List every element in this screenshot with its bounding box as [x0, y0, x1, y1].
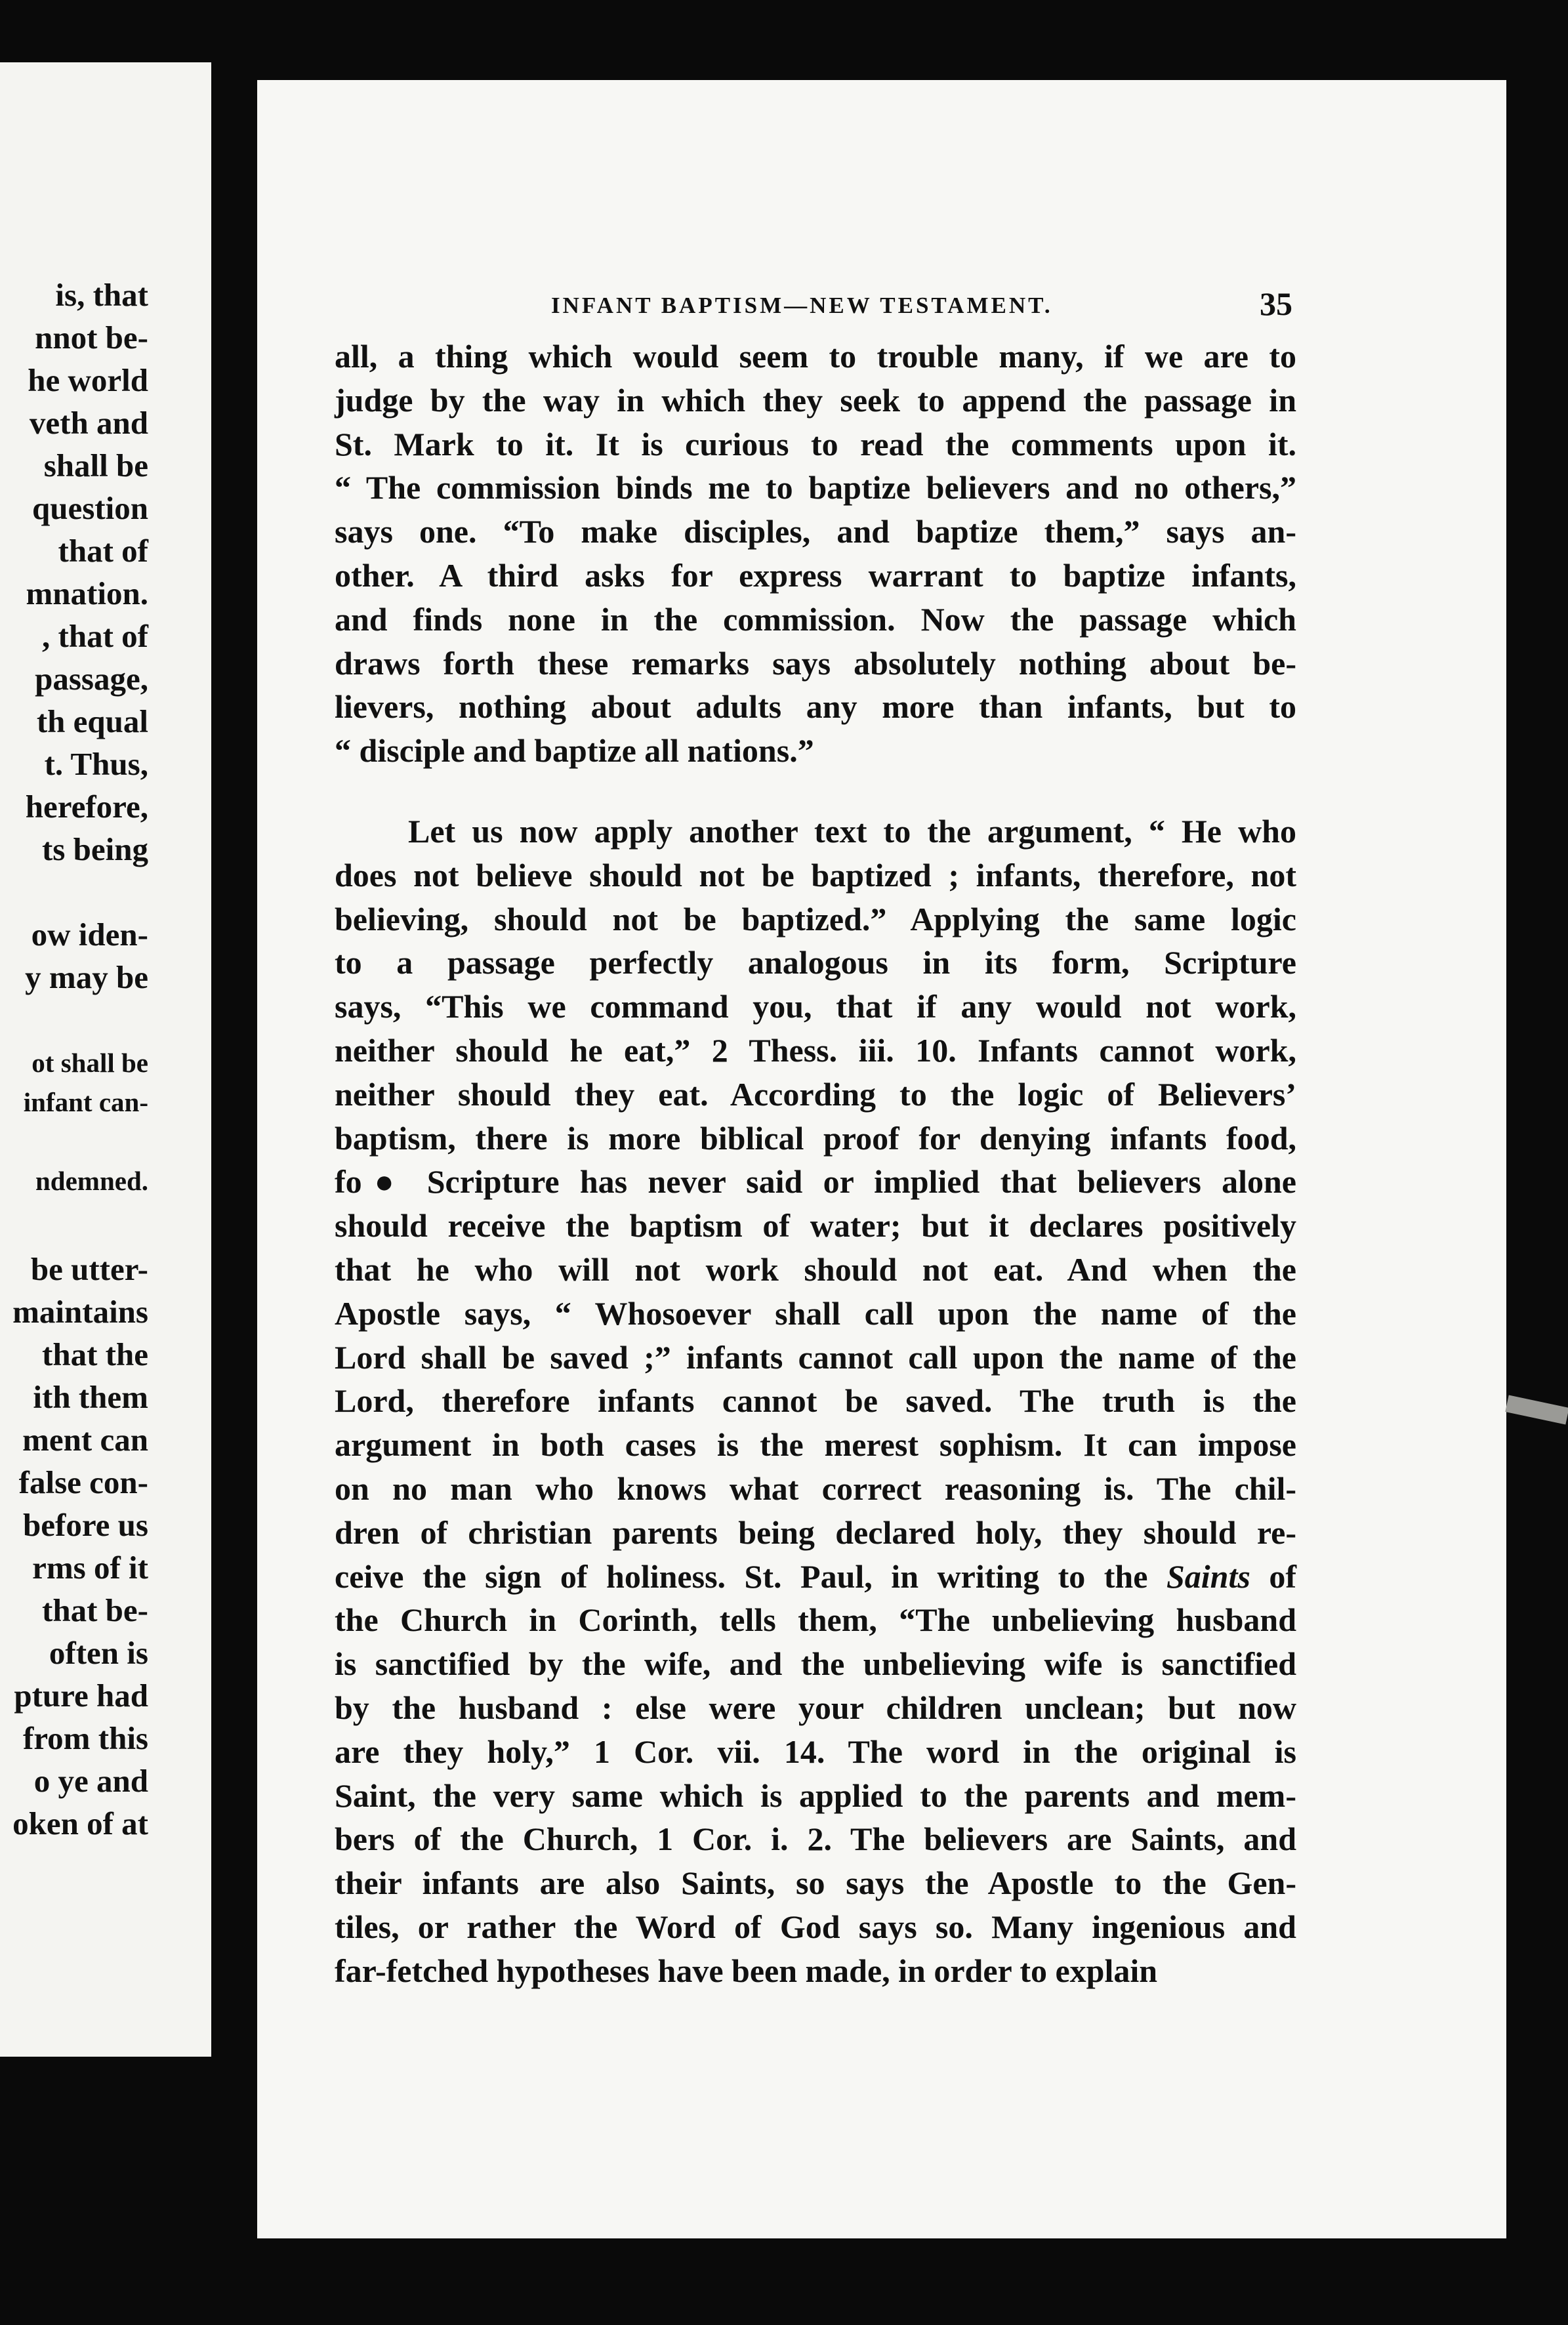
text-line: Lord shall be saved ;” infants cannot call upon the name of the [335, 1338, 1296, 1376]
book-page [257, 80, 1506, 2238]
text-line: are they holy,” 1 Cor. vii. 14. The word in the original is [335, 1733, 1296, 1770]
facing-page-line: , that of [42, 618, 148, 654]
facing-page-line: pture had [14, 1677, 148, 1714]
facing-page-line: ow iden- [31, 916, 148, 953]
facing-page-line: rms of it [32, 1550, 148, 1586]
text-line: argument in both cases is the merest sophism. It can impose [335, 1426, 1296, 1464]
text-line: the Church in Corinth, tells them, “The unbelieving husband [335, 1601, 1296, 1639]
text-line: Lord, therefore infants cannot be saved. The truth is the [335, 1382, 1296, 1420]
facing-page-line: passage, [35, 661, 148, 697]
text-line: bers of the Church, 1 Cor. i. 2. The believers are Saints, and [335, 1821, 1296, 1858]
text-line: is sanctified by the wife, and the unbelieving wife is sanctified [335, 1645, 1296, 1683]
text-line: dren of christian parents being declared holy, they should re- [335, 1513, 1296, 1551]
facing-page-line: false con- [18, 1464, 148, 1500]
facing-page-line: before us [23, 1507, 148, 1543]
facing-page-line: nnot be- [35, 319, 148, 356]
facing-page-line: o ye and [33, 1763, 148, 1799]
body-text [335, 335, 1296, 1992]
facing-page-line: y may be [25, 959, 148, 995]
text-line: St. Mark to it. It is curious to read the comments upon it. [335, 425, 1296, 463]
facing-page-fragment [0, 62, 211, 2057]
text-line: “ disciple and baptize all nations.” [335, 732, 814, 770]
facing-page-line: be utter- [30, 1251, 148, 1287]
facing-page-line: is, that [55, 277, 148, 313]
facing-page-line: t. Thus, [44, 746, 148, 782]
text-line: tiles, or rather the Word of God says so. Many ingenious and [335, 1908, 1296, 1945]
facing-page-line: oken of at [12, 1805, 148, 1841]
facing-page-line: ts being [41, 831, 148, 867]
facing-page-line: veth and [29, 405, 148, 441]
running-head: INFANT BAPTISM—NEW TESTAMENT. [551, 293, 1053, 318]
text-line: neither should he eat,” 2 Thess. iii. 10. Infants cannot work, [335, 1031, 1296, 1069]
facing-page-line: maintains [12, 1294, 148, 1330]
text-line: lievers, nothing about adults any more than infants, but to [335, 688, 1296, 726]
facing-page-line: shall be [43, 447, 148, 484]
text-line: does not believe should not be baptized ; infants, therefore, not [335, 856, 1296, 894]
page-edge-tab [1505, 1395, 1568, 1425]
text-line: to a passage perfectly analogous in its form, Scripture [335, 944, 1296, 981]
text-line: Apostle says, “ Whosoever shall call upon the name of the [335, 1294, 1296, 1332]
facing-page-line: that of [58, 533, 148, 569]
text-line: their infants are also Saints, so says the Apostle to the Gen- [335, 1864, 1296, 1902]
text-line: “ The commission binds me to baptize believers and no others,” [335, 469, 1296, 506]
text-line: on no man who knows what correct reasoning is. The chil- [335, 1470, 1296, 1507]
text-line: Saint, the very same which is applied to the parents and mem- [335, 1777, 1296, 1814]
text-line: should receive the baptism of water; but it declares positively [335, 1207, 1296, 1245]
text-line: all, a thing which would seem to trouble many, if we are to [335, 338, 1296, 375]
text-line: other. A third asks for express warrant to baptize infants, [335, 556, 1296, 594]
text-line: by the husband : else were your children unclean; but now [335, 1689, 1296, 1726]
facing-page-line: ith them [33, 1379, 148, 1415]
page-number: 35 [1260, 285, 1292, 322]
text-line: that he who will not work should not eat. And when the [335, 1250, 1296, 1288]
text-line: neither should they eat. According to the logic of Believers’ [335, 1075, 1296, 1113]
facing-page-line: often is [49, 1635, 148, 1671]
text-line: far-fetched hypotheses have been made, in order to explain [335, 1952, 1158, 1989]
text-line: says, “This we command you, that if any would not work, [335, 988, 1296, 1025]
facing-page-line: question [31, 490, 148, 526]
text-line: believing, should not be baptized.” Applying the same logic [335, 900, 1296, 937]
facing-page-line: he world [28, 362, 148, 398]
text-line: judge by the way in which they seek to append the passage in [335, 381, 1296, 419]
facing-page-line: th equal [36, 703, 148, 739]
facing-page-line: that be- [42, 1592, 148, 1628]
facing-page-line: that the [42, 1336, 148, 1372]
text-line: fo● Scripture has never said or implied that believers alone [335, 1163, 1296, 1201]
facing-page-line: herefore, [25, 789, 148, 825]
text-line: Let us now apply another text to the argument, “ He who [408, 812, 1296, 850]
text-line: and finds none in the commission. Now the passage which [335, 600, 1296, 638]
facing-page-line: ndemned. [35, 1166, 148, 1196]
facing-page-line: ot shall be [31, 1048, 148, 1078]
text-line: says one. “To make disciples, and baptize them,” says an- [335, 513, 1296, 550]
facing-page-line: mnation. [26, 575, 148, 611]
text-line: ceive the sign of holiness. St. Paul, in writing to the Saints of [335, 1557, 1296, 1595]
facing-page-line: infant can- [23, 1087, 148, 1117]
text-line: baptism, there is more biblical proof for denying infants food, [335, 1119, 1296, 1157]
facing-page-line: from this [23, 1720, 148, 1756]
facing-page-line: ment can [22, 1422, 148, 1458]
text-line: draws forth these remarks says absolutely nothing about be- [335, 644, 1296, 682]
